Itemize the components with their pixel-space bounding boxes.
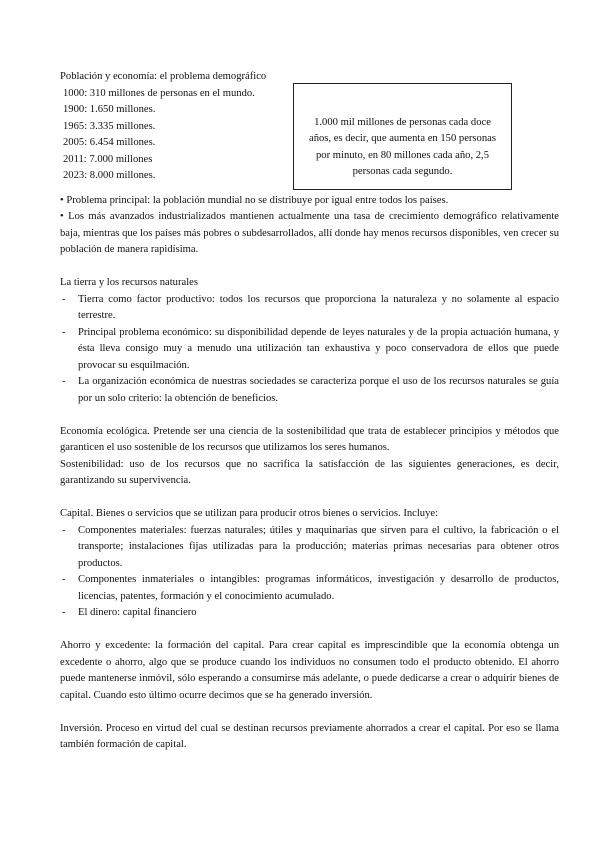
growth-rate-box: 1.000 mil millones de personas cada doce años, es decir, que aumenta en 150 personas por minuto, en 80 millones cada año, 2,5 personas cada segundo. (293, 83, 512, 190)
list-item (60, 523, 559, 573)
list-item-text: Componentes inmateriales o intangibles: programas informáticos, investigación y desarrollo de productos, licencias, patentes, formación y el conocimiento acumulado. (78, 574, 559, 602)
list-item-text: La organización económica de nuestras sociedades se caracteriza porque el uso de los recursos naturales se guía por un solo criterio: la obtención de beneficios. (78, 376, 559, 404)
list-item-text: El dinero: capital financiero (78, 607, 197, 618)
list-item (60, 605, 559, 622)
list-item (60, 572, 559, 605)
list-item-text: Principal problema económico: su disponibilidad depende de leyes naturales y de la propia actuación humana, y ésta lleva consigo muy a menudo una utilización tan exhaustiva y poco conservadora de ellos que puede provocar su esquilmación. (78, 326, 559, 371)
list-item-text: Tierra como factor productivo: todos los recursos que proporciona la naturaleza y no solamente al espacio terrestre. (78, 293, 559, 321)
dash-marker: - (62, 607, 66, 618)
timeline-entry: 2011: 7.000 millones (63, 153, 153, 165)
section-heading-land: La tierra y los recursos naturales (60, 277, 198, 288)
ecological-economy-paragraph: Economía ecológica. Pretende ser una ciencia de la sostenibilidad que trata de establecer principios y métodos que garanticen el uso sostenible de los recursos que utilizamos los seres humanos. (60, 425, 559, 453)
sustainability-paragraph: Sostenibilidad: uso de los recursos que no sacrifica la satisfacción de las siguientes generaciones, es decir, garantizando su supervivencia. (60, 458, 559, 486)
dash-marker: - (62, 326, 66, 338)
bullet-paragraph: • Los más avanzados industrializados mantienen actualmente una tasa de crecimiento demográfico relativamente baja, mientras que los países más pobres o subdesarrollados, allí donde hay menos recursos disponibles, ven crecer su población de manera rapidísima. (60, 211, 559, 255)
land-list (60, 292, 559, 408)
capital-list (60, 523, 559, 622)
dash-marker: - (62, 293, 66, 305)
list-item (60, 325, 559, 375)
timeline-entry: 1965: 3.335 millones. (63, 120, 156, 132)
savings-paragraph: Ahorro y excedente: la formación del capital. Para crear capital es imprescindible que la economía obtenga un excedente o ahorro, algo que se produce cuando los individuos no consumen todo el producto obtenido. El ahorro puede mantenerse inmóvil, sólo esperando a consumirse más adelante, o puede dedicarse a crear o adquirir bienes de capital. Cuando esto último ocurre decimos que se ha generado inversión. (60, 640, 559, 701)
dash-marker: - (62, 574, 66, 585)
dash-marker: - (62, 524, 66, 536)
page-title: Población y economía: el problema demográfico (60, 71, 267, 82)
timeline-entry: 1900: 1.650 millones. (63, 104, 156, 115)
list-item-text: Componentes materiales: fuerzas naturales; útiles y maquinarias que sirven para el cultivo, la fabricación o el transporte; instalaciones fijas utilizadas para la producción; materias primas necesarias para obtener otros productos. (78, 524, 559, 569)
list-item (60, 292, 559, 325)
document-page (60, 69, 559, 754)
list-item (60, 374, 559, 407)
bullet-paragraph: • Problema principal: la población mundial no se distribuye por igual entre todos los países. (60, 194, 449, 206)
timeline-entry: 1000: 310 millones de personas en el mundo. (63, 87, 255, 99)
timeline-entry: 2023: 8.000 millones. (63, 170, 156, 181)
dash-marker: - (62, 376, 66, 387)
timeline-list (63, 86, 255, 185)
section-heading-capital: Capital. Bienes o servicios que se utilizan para producir otros bienes o servicios. Incluye: (60, 508, 439, 519)
timeline-entry: 2005: 6.454 millones. (63, 137, 156, 148)
population-timeline (60, 86, 559, 193)
investment-paragraph: Inversión. Proceso en virtud del cual se destinan recursos previamente ahorrados a crear el capital. Por eso se llama también formación de capital. (60, 722, 559, 750)
